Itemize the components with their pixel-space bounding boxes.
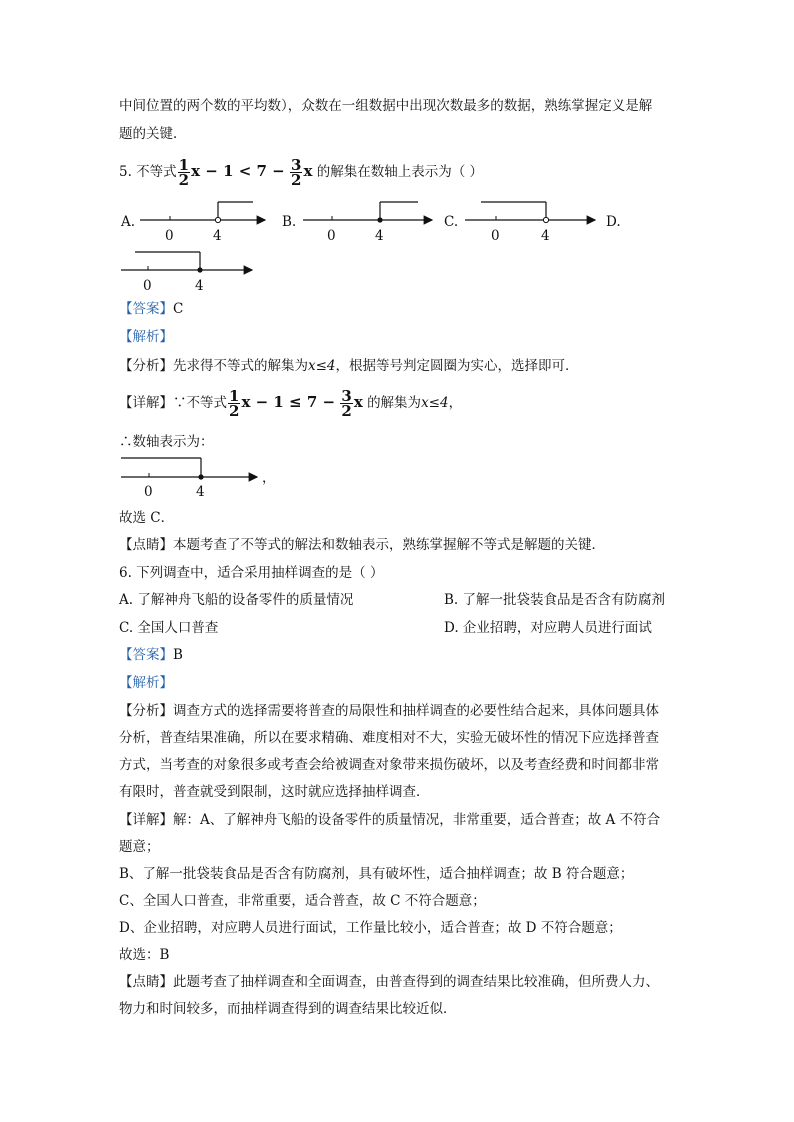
q6-jiexi: 【解析】 bbox=[119, 675, 173, 691]
q5-xiangjie: 【详解】∵不等式 $\frac{1}{2}$ x − 1 ≤ 7 − $\frac{3}{2}$ x 的解集为x≤4， bbox=[119, 387, 463, 420]
q5-answer: 【答案】C bbox=[119, 301, 184, 317]
q6-dianjing-line: 【点睛】此题考查了抽样调查和全面调查，由普查得到的调查结果比较准确，但所费人力、 bbox=[119, 974, 659, 990]
trailing-comma: ， bbox=[262, 470, 276, 486]
q5-stem bbox=[119, 153, 483, 190]
fraction-three-halves: $\frac{3}{2}$ bbox=[341, 387, 352, 420]
q6-fenxi-line: 分析，普查结果准确，所以在要求精确、难度相对不大，实验无破坏性的情况下应选择普查 bbox=[119, 730, 659, 746]
q6-fenxi-line: 方式，当考查的对象很多或考查会给被调查对象带来损伤破坏，以及考查经费和时间都非常 bbox=[119, 757, 659, 773]
q6-option-c: C. 全国人口普查 bbox=[119, 620, 219, 636]
q6-xiangjie-line: 【详解】解：A、了解神舟飞船的设备零件的质量情况，非常重要，适合普查；故 A 不符合 bbox=[119, 812, 661, 828]
option-d-label: D. bbox=[606, 214, 621, 230]
q6-xiangjie-line: B、了解一批袋装食品是否含有防腐剂，具有破坏性，适合抽样调查；故 B 符合题意； bbox=[119, 866, 634, 882]
q5-therefore: ∴数轴表示为： bbox=[119, 434, 214, 450]
fraction-three-halves: $\frac{3}{2}$ bbox=[291, 156, 302, 189]
text-line: 中间位置的两个数的平均数），众数在一组数据中出现次数最多的数据，熟练掌握定义是解 bbox=[119, 98, 653, 114]
q6-xiangjie-line: 题意； bbox=[119, 839, 160, 855]
q5-expression: x − 1 < 7 − bbox=[191, 162, 285, 180]
tick-4: 4 bbox=[541, 228, 550, 244]
q6-fenxi-line: 有限时，普查就受到限制，这时就应选择抽样调查． bbox=[119, 784, 430, 800]
q6-dianjing-line: 物力和时间较多，而抽样调查得到的调查结果比较近似． bbox=[119, 1001, 457, 1017]
q5-fenxi: 【分析】先求得不等式的解集为x≤4，根据等号判定圆圈为实心，选择即可． bbox=[119, 358, 579, 374]
q6-option-b: B. 了解一批袋装食品是否含有防腐剂 bbox=[444, 592, 666, 608]
tick-0: 0 bbox=[165, 228, 174, 244]
tick-4: 4 bbox=[195, 278, 204, 294]
q5-jiexi: 【解析】 bbox=[119, 329, 173, 345]
q6-option-d: D. 企业招聘，对应聘人员进行面试 bbox=[444, 620, 652, 636]
q6-xiangjie-line: D、企业招聘，对应聘人员进行面试，工作量比较小，适合普查；故 D 不符合题意； bbox=[119, 920, 622, 936]
tick-0: 0 bbox=[327, 228, 336, 244]
q6-xiangjie-line: 故选：B bbox=[119, 947, 170, 963]
tick-4: 4 bbox=[213, 228, 222, 244]
number-line-b bbox=[303, 202, 432, 244]
number-line-c bbox=[465, 202, 595, 244]
q6-stem: 6. 下列调查中，适合采用抽样调查的是（ ） bbox=[119, 565, 384, 581]
q5-suffix: 的解集在数轴上表示为（ ） bbox=[316, 164, 484, 180]
text-line: 题的关键． bbox=[119, 126, 187, 142]
q5-variable: x bbox=[303, 162, 313, 180]
q5-choice: 故选 C． bbox=[119, 510, 175, 526]
q5-solution-number-line bbox=[0, 452, 300, 502]
tick-0: 0 bbox=[491, 228, 500, 244]
tick-0: 0 bbox=[144, 484, 153, 500]
q5-prefix: 5. 不等式 bbox=[119, 164, 177, 180]
q6-fenxi-line: 【分析】调查方式的选择需要将普查的局限性和抽样调查的必要性结合起来，具体问题具体 bbox=[119, 703, 659, 719]
option-c-label: C. bbox=[444, 214, 459, 230]
number-line-d bbox=[121, 252, 252, 294]
option-b-label: B. bbox=[282, 214, 297, 230]
number-line-a bbox=[140, 202, 265, 244]
tick-0: 0 bbox=[143, 278, 152, 294]
fraction-half: $\frac{1}{2}$ bbox=[178, 156, 190, 189]
tick-4: 4 bbox=[196, 484, 205, 500]
q6-option-a: A. 了解神舟飞船的设备零件的质量情况 bbox=[119, 592, 354, 608]
q5-dianjing: 【点睛】本题考查了不等式的解法和数轴表示，熟练掌握解不等式是解题的关键． bbox=[119, 537, 605, 553]
q6-xiangjie-line: C、全国人口普查，非常重要，适合普查，故 C 不符合题意； bbox=[119, 893, 486, 909]
option-a-label: A. bbox=[121, 214, 136, 230]
fraction-half: $\frac{1}{2}$ bbox=[229, 387, 240, 420]
tick-4: 4 bbox=[375, 228, 384, 244]
q6-answer: 【答案】B bbox=[119, 647, 183, 663]
